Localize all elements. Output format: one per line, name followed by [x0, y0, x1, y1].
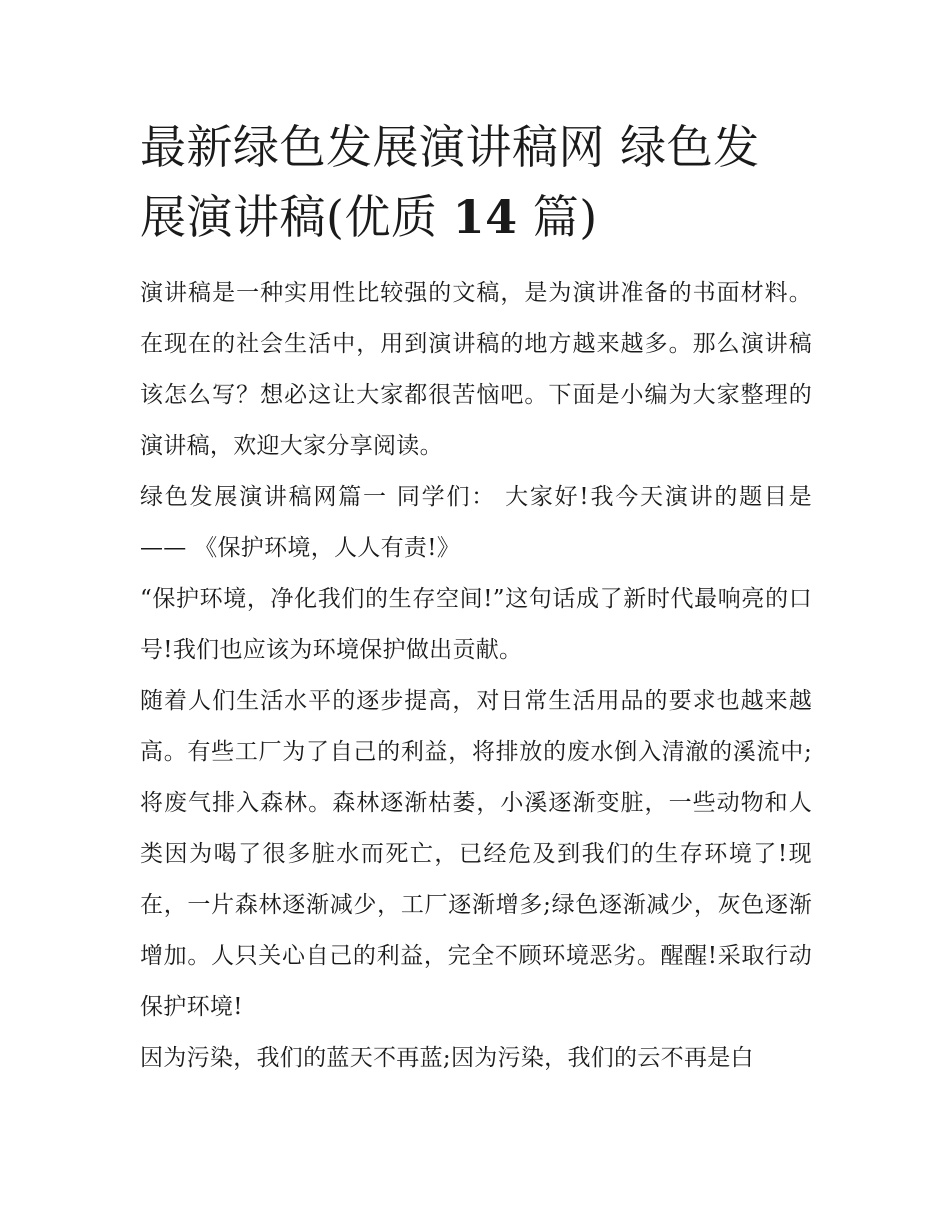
- document-page: [140, 112, 812, 1084]
- title-line-2-prefix: 展演讲稿(优质: [140, 190, 438, 244]
- document-body: [140, 268, 812, 1084]
- paragraph-intro: 演讲稿是一种实用性比较强的文稿，是为演讲准备的书面材料。在现在的社会生活中，用到演讲稿的地方越来越多。那么演讲稿该怎么写？想必这让大家都很苦恼吧。下面是小编为大家整理的演讲稿，欢迎大家分享阅读。: [140, 280, 812, 459]
- title-line-2-number: 14: [452, 190, 518, 244]
- paragraph-sky: 因为污染，我们的蓝天不再蓝;因为污染，我们的云不再是白: [140, 1045, 754, 1071]
- title-line-1: 最新绿色发展演讲稿网 绿色发: [140, 120, 760, 174]
- document-title: [140, 112, 812, 252]
- paragraph-greeting: 绿色发展演讲稿网篇一 同学们： 大家好!我今天演讲的题目是—— 《保护环境，人人有责!》: [140, 484, 812, 561]
- paragraph-pollution: 随着人们生活水平的逐步提高，对日常生活用品的要求也越来越高。有些工厂为了自己的利益，将排放的废水倒入清澈的溪流中;将废气排入森林。森林逐渐枯萎，小溪逐渐变脏，一些动物和人类因为喝了很多脏水而死亡，已经危及到我们的生存环境了!现在，一片森林逐渐减少，工厂逐渐增多;绿色逐渐减少，灰色逐渐增加。人只关心自己的利益，完全不顾环境恶劣。醒醒!采取行动保护环境!: [140, 688, 812, 1020]
- title-line-2-suffix: 篇): [532, 190, 598, 244]
- paragraph-slogan: “保护环境，净化我们的生存空间!”这句话成了新时代最响亮的口号!我们也应该为环境保护做出贡献。: [140, 586, 812, 663]
